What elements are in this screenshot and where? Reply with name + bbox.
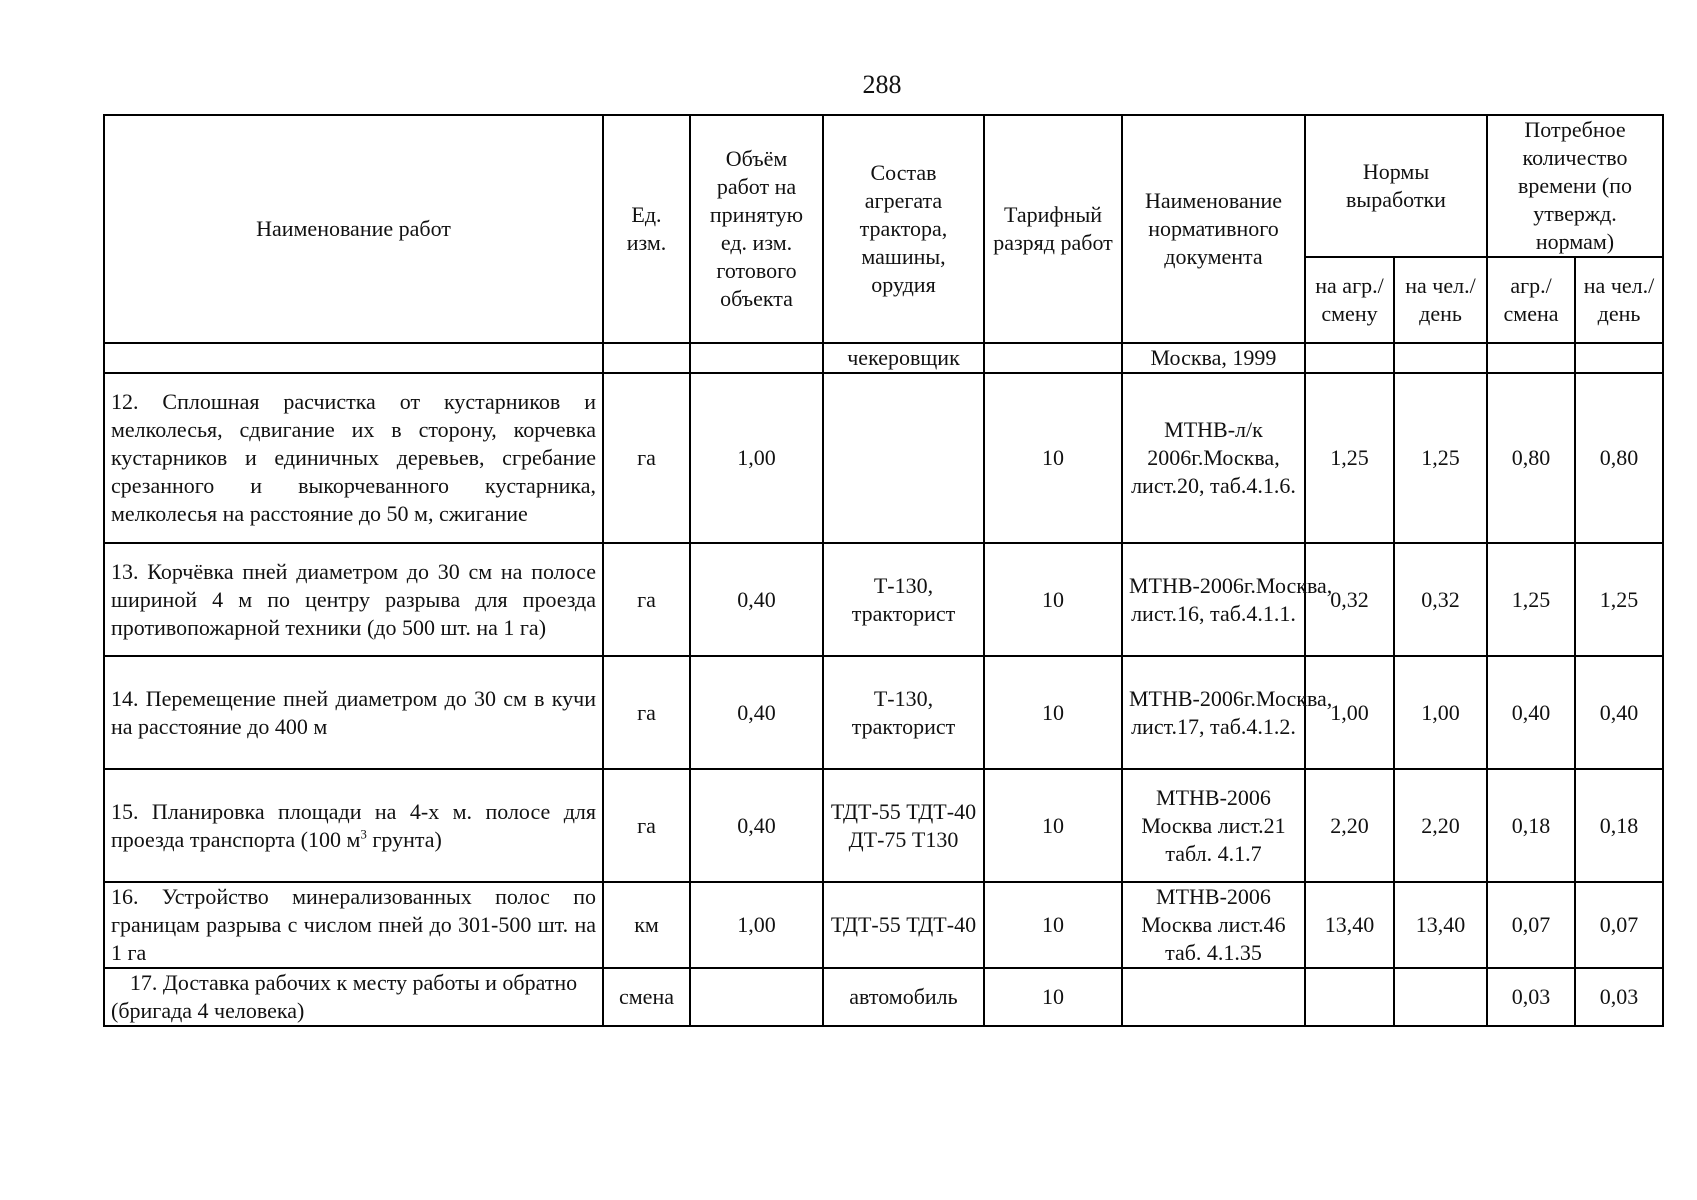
row-tariff: 10 <box>984 373 1122 543</box>
row-norm-agr: 0,32 <box>1305 543 1394 656</box>
row-time-man: 1,25 <box>1575 543 1663 656</box>
row-time-man: 0,40 <box>1575 656 1663 769</box>
cont-document: Москва, 1999 <box>1122 343 1305 373</box>
header-norms-agr: на агр./ смену <box>1305 257 1394 343</box>
row-norm-man <box>1394 968 1487 1026</box>
row-aggregate: автомобиль <box>823 968 984 1026</box>
page-number: 288 <box>862 70 902 99</box>
row-work-name: 13. Корчёвка пней диаметром до 30 см на полосе шириной 4 м по центру разрыва для проезда противопожарной техники (до 500 шт. на 1 га) <box>104 543 603 656</box>
row-unit: га <box>603 769 690 882</box>
row-norm-man: 2,20 <box>1394 769 1487 882</box>
cont-unit <box>603 343 690 373</box>
row-norm-man: 1,25 <box>1394 373 1487 543</box>
continuation-row <box>104 343 1663 373</box>
row-aggregate: ТДТ-55 ТДТ-40 ДТ-75 Т130 <box>823 769 984 882</box>
row-norm-agr: 2,20 <box>1305 769 1394 882</box>
row-work-name: 17. Доставка рабочих к месту работы и обратно (бригада 4 человека) <box>104 968 603 1026</box>
row-work-name-text: 15. Планировка площади на 4-х м. полосе для проезда транспорта (100 м <box>111 798 596 852</box>
row-work-name: 14. Перемещение пней диаметром до 30 см в кучи на расстояние до 400 м <box>104 656 603 769</box>
table-row <box>104 769 1663 882</box>
cont-time-agr <box>1487 343 1575 373</box>
row-time-agr: 1,25 <box>1487 543 1575 656</box>
row-tariff: 10 <box>984 656 1122 769</box>
row-time-agr: 0,40 <box>1487 656 1575 769</box>
row-time-agr: 0,18 <box>1487 769 1575 882</box>
row-tariff: 10 <box>984 543 1122 656</box>
row-unit: га <box>603 373 690 543</box>
row-time-agr: 0,03 <box>1487 968 1575 1026</box>
cont-time-man <box>1575 343 1663 373</box>
row-document <box>1122 968 1305 1026</box>
row-document: МТНВ-2006г.Москва, лист.17, таб.4.1.2. <box>1122 656 1305 769</box>
row-work-name: 12. Сплошная расчистка от кустарников и мелколесья, сдвигание их в сторону, корчевка кустарников и единичных деревьев, сгребание срезанного и выкорчеванного кустарника, мелколесья на расстояние до 50 м, сжигание <box>104 373 603 543</box>
header-name: Наименование работ <box>104 115 603 343</box>
header-unit: Ед. изм. <box>603 115 690 343</box>
row-aggregate <box>823 373 984 543</box>
row-tariff: 10 <box>984 769 1122 882</box>
header-row-1 <box>104 115 1663 257</box>
header-time: Потребное количество времени (по утвержд. нормам) <box>1487 115 1663 257</box>
row-unit: га <box>603 543 690 656</box>
cont-name <box>104 343 603 373</box>
header-tariff: Тарифный разряд работ <box>984 115 1122 343</box>
row-time-man: 0,18 <box>1575 769 1663 882</box>
row-norm-man: 0,32 <box>1394 543 1487 656</box>
header-norms: Нормы выработки <box>1305 115 1487 257</box>
row-tariff: 10 <box>984 882 1122 968</box>
work-norms-table <box>103 114 1664 1027</box>
row-norm-agr: 13,40 <box>1305 882 1394 968</box>
row-time-man: 0,07 <box>1575 882 1663 968</box>
row-volume: 0,40 <box>690 656 823 769</box>
header-time-agr: агр./ смена <box>1487 257 1575 343</box>
row-aggregate: Т-130, тракторист <box>823 543 984 656</box>
row-volume: 1,00 <box>690 882 823 968</box>
row-volume: 1,00 <box>690 373 823 543</box>
row-volume: 0,40 <box>690 543 823 656</box>
table-row <box>104 543 1663 656</box>
header-time-man: на чел./ день <box>1575 257 1663 343</box>
cont-tariff <box>984 343 1122 373</box>
row-unit: га <box>603 656 690 769</box>
row-work-name-suffix: грунта) <box>366 826 442 852</box>
row-norm-man: 1,00 <box>1394 656 1487 769</box>
table-row <box>104 882 1663 968</box>
row-volume: 0,40 <box>690 769 823 882</box>
row-document: МТНВ-л/к 2006г.Москва, лист.20, таб.4.1.6. <box>1122 373 1305 543</box>
row-work-name <box>104 769 603 882</box>
row-norm-agr <box>1305 968 1394 1026</box>
row-work-name: 16. Устройство минерализованных полос по границам разрыва с числом пней до 301-500 шт. на 1 га <box>104 882 603 968</box>
header-norms-man: на чел./ день <box>1394 257 1487 343</box>
cont-volume <box>690 343 823 373</box>
row-aggregate: Т-130, тракторист <box>823 656 984 769</box>
cont-aggregate: чекеровщик <box>823 343 984 373</box>
table-row <box>104 968 1663 1026</box>
header-document: Наименование нормативного документа <box>1122 115 1305 343</box>
header-aggregate: Состав агрегата трактора, машины, орудия <box>823 115 984 343</box>
row-time-man: 0,80 <box>1575 373 1663 543</box>
row-document: МТНВ-2006 Москва лист.21 табл. 4.1.7 <box>1122 769 1305 882</box>
superscript-cubic: 3 <box>360 826 367 842</box>
row-volume <box>690 968 823 1026</box>
cont-norm-man <box>1394 343 1487 373</box>
row-norm-agr: 1,00 <box>1305 656 1394 769</box>
cont-norm-agr <box>1305 343 1394 373</box>
row-unit: смена <box>603 968 690 1026</box>
table-row <box>104 373 1663 543</box>
row-aggregate: ТДТ-55 ТДТ-40 <box>823 882 984 968</box>
table-row <box>104 656 1663 769</box>
row-tariff: 10 <box>984 968 1122 1026</box>
header-volume: Объём работ на принятую ед. изм. готового объекта <box>690 115 823 343</box>
row-document: МТНВ-2006 Москва лист.46 таб. 4.1.35 <box>1122 882 1305 968</box>
row-norm-agr: 1,25 <box>1305 373 1394 543</box>
row-time-agr: 0,80 <box>1487 373 1575 543</box>
row-time-agr: 0,07 <box>1487 882 1575 968</box>
row-document: МТНВ-2006г.Москва, лист.16, таб.4.1.1. <box>1122 543 1305 656</box>
row-norm-man: 13,40 <box>1394 882 1487 968</box>
row-unit: км <box>603 882 690 968</box>
row-time-man: 0,03 <box>1575 968 1663 1026</box>
